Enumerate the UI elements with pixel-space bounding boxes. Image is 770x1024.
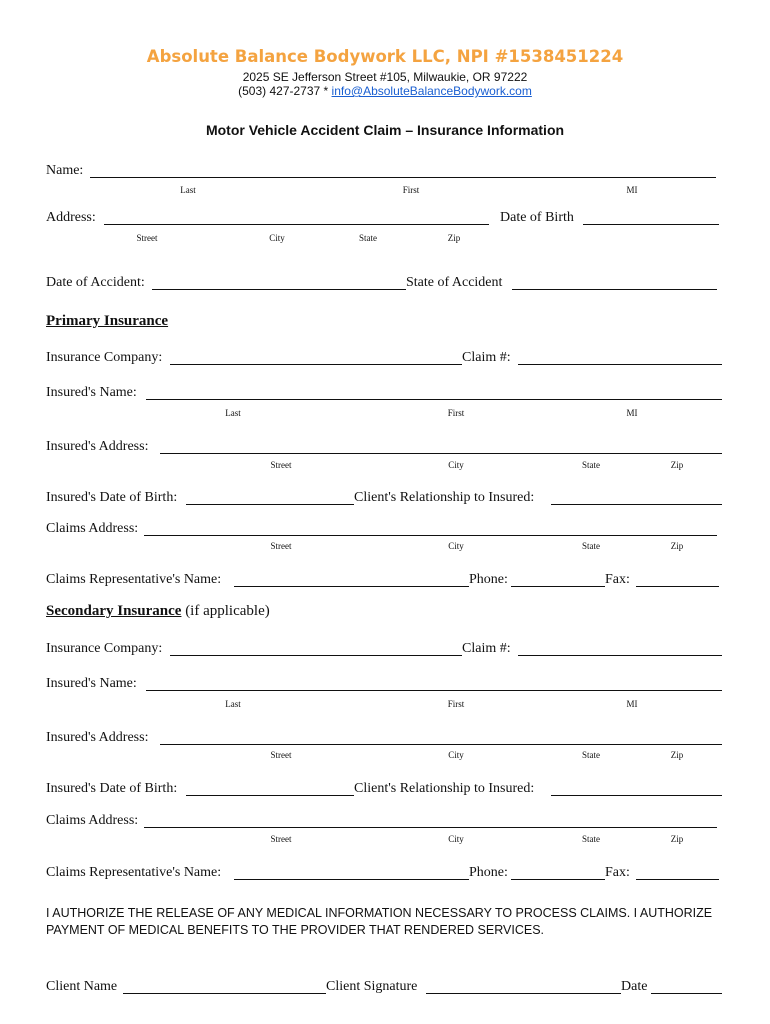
secondary-address-sub-city: City xyxy=(448,750,464,760)
primary-phone-label: Phone: xyxy=(469,572,508,587)
secondary-claims-sub-zip: Zip xyxy=(670,834,684,844)
primary-name-sub-mi: MI xyxy=(626,408,638,418)
secondary-claims-address-field[interactable] xyxy=(144,827,717,828)
primary-heading xyxy=(46,312,168,330)
dob-field[interactable] xyxy=(583,224,719,225)
name-sub-first: First xyxy=(402,185,420,195)
address-field[interactable] xyxy=(104,224,489,225)
primary-claims-sub-street: Street xyxy=(270,541,292,551)
primary-name-sub-first: First xyxy=(447,408,465,418)
primary-claim-label: Claim #: xyxy=(462,350,511,365)
primary-address-sub-street: Street xyxy=(270,460,292,470)
secondary-insured-dob-field[interactable] xyxy=(186,795,354,796)
secondary-fax-field[interactable] xyxy=(636,879,719,880)
secondary-insured-address-field[interactable] xyxy=(160,744,722,745)
secondary-address-sub-street: Street xyxy=(270,750,292,760)
secondary-claims-sub-state: State xyxy=(582,834,600,844)
date-label: Date xyxy=(621,979,648,994)
address-sub-zip: Zip xyxy=(447,233,461,243)
secondary-claim-field[interactable] xyxy=(518,655,722,656)
secondary-phone-field[interactable] xyxy=(511,879,605,880)
primary-company-field[interactable] xyxy=(170,364,462,365)
primary-address-sub-city: City xyxy=(448,460,464,470)
address-sub-street: Street xyxy=(136,233,158,243)
authorization-text: I AUTHORIZE THE RELEASE OF ANY MEDICAL INFORMATION NECESSARY TO PROCESS CLAIMS. I AUTHORIZE PAYMENT OF MEDICAL BENEFITS TO THE PROVIDER THAT RENDERED SERVICES. xyxy=(46,906,713,937)
accident-date-label: Date of Accident: xyxy=(46,275,145,290)
secondary-name-sub-last: Last xyxy=(225,699,241,709)
address-sub-city: City xyxy=(269,233,285,243)
secondary-address-sub-state: State xyxy=(582,750,600,760)
secondary-heading-text: Secondary Insurance xyxy=(46,603,182,619)
primary-insured-dob-field[interactable] xyxy=(186,504,354,505)
date-field[interactable] xyxy=(651,993,722,994)
name-field[interactable] xyxy=(90,177,716,178)
primary-fax-label: Fax: xyxy=(605,572,630,587)
primary-claim-field[interactable] xyxy=(518,364,722,365)
company-contact xyxy=(0,84,770,98)
primary-insured-address-label: Insured's Address: xyxy=(46,439,149,454)
primary-relationship-field[interactable] xyxy=(551,504,722,505)
primary-name-sub-last: Last xyxy=(225,408,241,418)
secondary-fax-label: Fax: xyxy=(605,865,630,880)
primary-insured-name-label: Insured's Name: xyxy=(46,385,137,400)
secondary-company-field[interactable] xyxy=(170,655,462,656)
primary-company-label: Insurance Company: xyxy=(46,350,163,365)
secondary-address-sub-zip: Zip xyxy=(670,750,684,760)
name-sub-last: Last xyxy=(180,185,196,195)
primary-claims-address-field[interactable] xyxy=(144,535,717,536)
primary-address-sub-state: State xyxy=(582,460,600,470)
address-sub-state: State xyxy=(359,233,377,243)
primary-relationship-label: Client's Relationship to Insured: xyxy=(354,490,535,505)
secondary-name-sub-mi: MI xyxy=(626,699,638,709)
name-sub-mi: MI xyxy=(626,185,638,195)
primary-insured-dob-label: Insured's Date of Birth: xyxy=(46,490,178,505)
primary-address-sub-zip: Zip xyxy=(670,460,684,470)
secondary-company-label: Insurance Company: xyxy=(46,641,163,656)
secondary-relationship-label: Client's Relationship to Insured: xyxy=(354,781,535,796)
primary-claims-address-label: Claims Address: xyxy=(46,521,139,536)
company-address: 2025 SE Jefferson Street #105, Milwaukie, OR 97222 xyxy=(242,70,528,84)
form-title: Motor Vehicle Accident Claim – Insurance Information xyxy=(205,122,565,138)
primary-rep-name-field[interactable] xyxy=(234,586,469,587)
client-name-field[interactable] xyxy=(123,993,326,994)
client-name-label: Client Name xyxy=(46,979,118,994)
secondary-name-sub-first: First xyxy=(447,699,465,709)
primary-heading-text: Primary Insurance xyxy=(46,313,169,329)
primary-fax-field[interactable] xyxy=(636,586,719,587)
primary-claims-sub-city: City xyxy=(448,541,464,551)
secondary-insured-name-field[interactable] xyxy=(146,690,722,691)
primary-phone-field[interactable] xyxy=(511,586,605,587)
secondary-claims-address-label: Claims Address: xyxy=(46,813,139,828)
primary-insured-address-field[interactable] xyxy=(160,453,722,454)
accident-state-field[interactable] xyxy=(512,289,717,290)
company-phone: (503) 427-2737 * xyxy=(238,84,332,98)
secondary-phone-label: Phone: xyxy=(469,865,508,880)
secondary-rep-name-label: Claims Representative's Name: xyxy=(46,865,222,880)
accident-date-field[interactable] xyxy=(152,289,406,290)
secondary-claim-label: Claim #: xyxy=(462,641,511,656)
primary-claims-sub-zip: Zip xyxy=(670,541,684,551)
secondary-insured-address-label: Insured's Address: xyxy=(46,730,149,745)
secondary-insured-dob-label: Insured's Date of Birth: xyxy=(46,781,178,796)
primary-insured-name-field[interactable] xyxy=(146,399,722,400)
primary-claims-sub-state: State xyxy=(582,541,600,551)
client-signature-field[interactable] xyxy=(426,993,621,994)
client-signature-label: Client Signature xyxy=(326,979,418,994)
secondary-relationship-field[interactable] xyxy=(551,795,722,796)
secondary-heading xyxy=(46,602,270,620)
address-label: Address: xyxy=(46,210,96,225)
primary-rep-name-label: Claims Representative's Name: xyxy=(46,572,222,587)
company-email-link[interactable]: info@AbsoluteBalanceBodywork.com xyxy=(331,84,532,98)
name-label: Name: xyxy=(46,163,84,178)
accident-state-label: State of Accident xyxy=(406,275,503,290)
secondary-heading-note: (if applicable) xyxy=(181,603,270,619)
secondary-rep-name-field[interactable] xyxy=(234,879,469,880)
company-name: Absolute Balance Bodywork LLC, NPI #1538451224 xyxy=(146,47,624,66)
secondary-insured-name-label: Insured's Name: xyxy=(46,676,137,691)
dob-label: Date of Birth xyxy=(500,210,574,225)
secondary-claims-sub-street: Street xyxy=(270,834,292,844)
secondary-claims-sub-city: City xyxy=(448,834,464,844)
